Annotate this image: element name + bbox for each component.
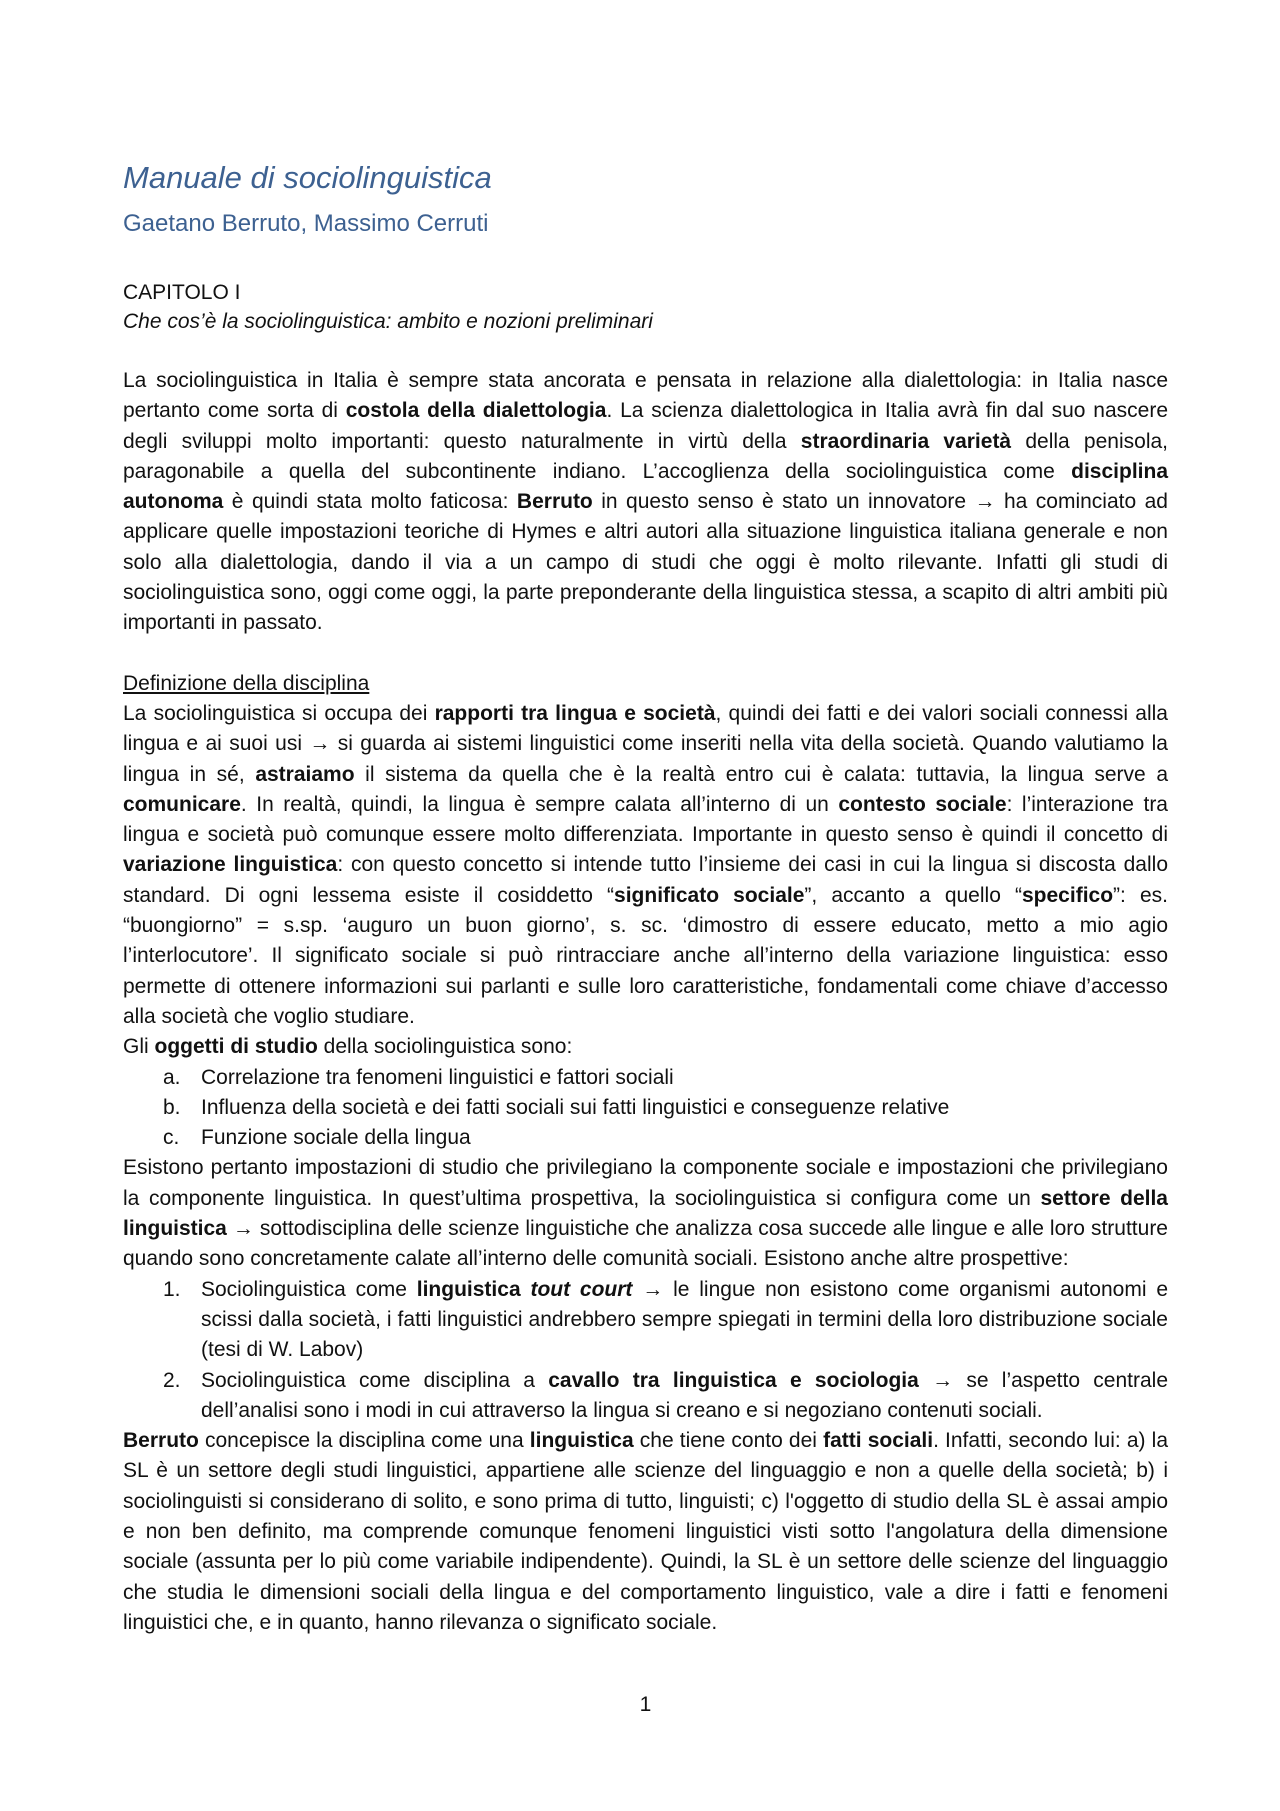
study-objects-intro: Gli oggetti di studio della sociolinguistica sono:: [123, 1035, 573, 1059]
list-item: 1. Sociolinguistica come linguistica tout court → le lingue non esistono come organismi autonomi e scissi dalla società, i fatti linguistici andrebbero sempre spiegati in termini della loro distribuzione sociale (tesi di W. Labov): [163, 1277, 1169, 1362]
definition-paragraph: La sociolinguistica si occupa dei rapporti tra lingua e società, quindi dei fatti e dei valori sociali connessi alla lingua e ai suoi usi → si guarda ai sistemi linguistici come inseriti nella vita della società. Quando valutiamo la lingua in sé, astraiamo il sistema da quella che è la realtà entro cui è calata: tuttavia, la lingua serve a comunicare. In realtà, quindi, la lingua è sempre calata all’interno di un contesto sociale: l’interazione tra lingua e società può comunque essere molto differenziata. Importante in questo senso è quindi il concetto di variazione linguistica: con questo concetto si intende tutto l’insieme dei casi in cui la lingua si discosta dallo standard. Di ogni lessema esiste il cosiddetto “significato sociale”, accanto a quello “specifico”: es. “buongiorno” = s.sp. ‘auguro un buon giorno’, s. sc. ‘dimostro di essere educato, metto a mio agio l’interlocutore’. Il significato sociale si può rintracciare anche all’interno della variazione linguistica: esso permette di ottenere informazioni sui parlanti e sulle loro caratteristiche, fondamentali come chiave d’accesso alla società che voglio studiare.: [123, 701, 1169, 1028]
paragraph-gap: [123, 639, 1168, 669]
page-number: 1: [639, 1693, 652, 1716]
berruto-paragraph: Berruto concepisce la disciplina come una linguistica che tiene conto dei fatti sociali. Infatti, secondo lui: a) la SL è un settore degli studi linguistici, appartiene alle scienze del linguaggio e non a quelle della società; b) i sociolinguisti si considerano di solito, e sono prima di tutto, linguisti; c) l'oggetto di studio della SL è assai ampio e non ben definito, ma comprende comunque fenomeni linguistici visti sotto l'angolatura della dimensione sociale (assunta per lo più come variabile indipendente). Quindi, la SL è un settore delle scienze del linguaggio che studia le dimensioni sociali della lingua e del comportamento linguistico, vale a dire i fatti e fenomeni linguistici che, e in quanto, hanno rilevanza o significato sociale.: [123, 1429, 1169, 1634]
list-item: a. Correlazione tra fenomeni linguistici e fattori sociali: [163, 1065, 674, 1089]
chapter-heading: CAPITOLO I: [123, 281, 241, 304]
list-item: b. Influenza della società e dei fatti sociali sui fatti linguistici e conseguenze relative: [163, 1095, 950, 1119]
intro-paragraph: La sociolinguistica in Italia è sempre stata ancorata e pensata in relazione alla dialettologia: in Italia nasce pertanto come sorta di costola della dialettologia. La scienza dialettologica in Italia avrà fin dal suo nascere degli sviluppi molto importanti: questo naturalmente in virtù della straordinaria varietà della penisola, paragonabile a quella del subcontinente indiano. L’accoglienza della sociolinguistica come disciplina autonoma è quindi stata molto faticosa: Berruto in questo senso è stato un innovatore → ha cominciato ad applicare quelle impostazioni teoriche di Hymes e altri autori alla situazione linguistica italiana generale e non solo alla dialettologia, dando il via a un campo di studi che oggi è molto rilevante. Infatti gli studi di sociolinguistica sono, oggi come oggi, la parte preponderante della linguistica stessa, a scapito di altri ambiti più importanti in passato.: [123, 369, 1169, 635]
list-item: 2. Sociolinguistica come disciplina a cavallo tra linguistica e sociologia → se l’aspetto centrale dell’analisi sono i modi in cui attraverso la lingua si creano e si negoziano contenuti sociali.: [163, 1368, 1168, 1422]
document-title: Manuale di sociolinguistica: [123, 160, 492, 195]
list-item: c. Funzione sociale della lingua: [163, 1126, 471, 1150]
section-heading: Definizione della disciplina: [123, 671, 370, 695]
approaches-paragraph: Esistono pertanto impostazioni di studio che privilegiano la componente sociale e impostazioni che privilegiano la componente linguistica. In quest’ultima prospettiva, la sociolinguistica si configura come un settore della linguistica → sottodisciplina delle scienze linguistiche che analizza cosa succede alle lingue e alle loro strutture quando sono concretamente calate all’interno delle comunità sociali. Esistono anche altre prospettive:: [123, 1156, 1168, 1271]
chapter-subtitle: Che cos’è la sociolinguistica: ambito e nozioni preliminari: [123, 310, 653, 333]
perspectives-list: [123, 1275, 1168, 1426]
document-authors: Gaetano Berruto, Massimo Cerruti: [123, 210, 489, 237]
document-body: [123, 366, 1168, 1638]
study-objects-list: [123, 1063, 1168, 1154]
